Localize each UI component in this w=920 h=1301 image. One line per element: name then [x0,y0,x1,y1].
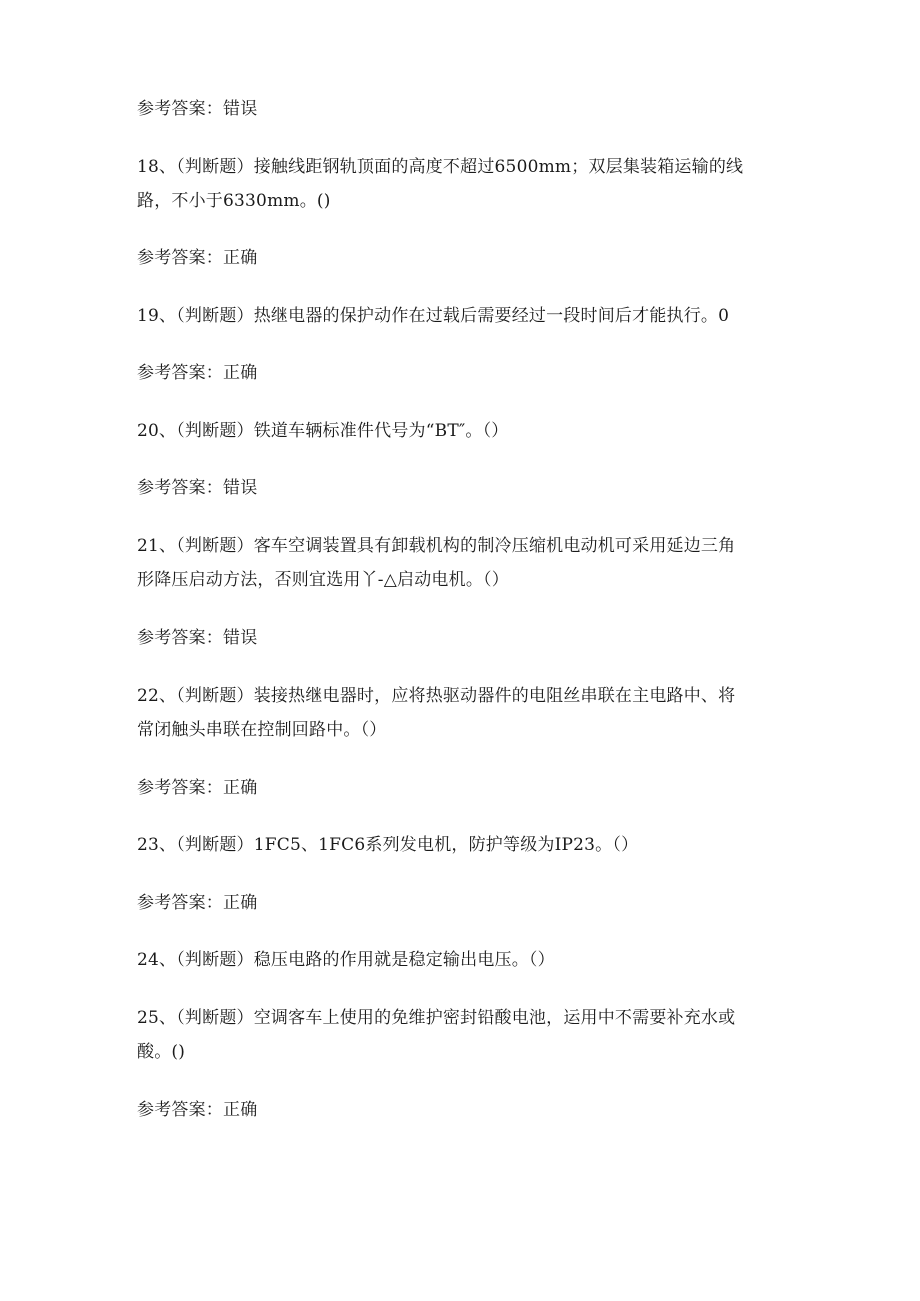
answer-17: 参考答案：错误 [137,99,258,119]
answer-25: 参考答案：正确 [137,1100,258,1120]
answer-20: 参考答案：错误 [137,478,258,498]
question-18-line-2: 路，不小于6330mm。() [137,191,331,211]
question-23: 23、（判断题）1FC5、1FC6系列发电机，防护等级为IP23。（） [137,835,639,855]
question-25-line-2: 酸。() [137,1042,186,1062]
question-20: 20、（判断题）铁道车辆标准件代号为“BT″。（） [137,421,509,441]
question-24: 24、（判断题）稳压电路的作用就是稳定输出电压。（） [137,950,555,970]
question-25-line-1: 25、（判断题）空调客车上使用的免维护密封铅酸电池，运用中不需要补充水或 [137,1008,736,1028]
answer-18: 参考答案：正确 [137,248,258,268]
question-22-line-2: 常闭触头串联在控制回路中。（） [137,720,387,740]
question-21-line-2: 形降压启动方法，否则宜选用丫-△启动电机。（） [137,570,509,590]
question-19: 19、（判断题）热继电器的保护动作在过载后需要经过一段时间后才能执行。0 [137,306,730,326]
answer-23: 参考答案：正确 [137,893,258,913]
question-18-line-1: 18、（判断题）接触线距钢轨顶面的高度不超过6500mm；双层集装箱运输的线 [137,157,744,177]
question-22-line-1: 22、（判断题）装接热继电器时，应将热驱动器件的电阻丝串联在主电路中、将 [137,686,736,706]
question-21-line-1: 21、（判断题）客车空调装置具有卸载机构的制冷压缩机电动机可采用延边三角 [137,536,736,556]
answer-19: 参考答案：正确 [137,363,258,383]
answer-22: 参考答案：正确 [137,778,258,798]
answer-21: 参考答案：错误 [137,628,258,648]
